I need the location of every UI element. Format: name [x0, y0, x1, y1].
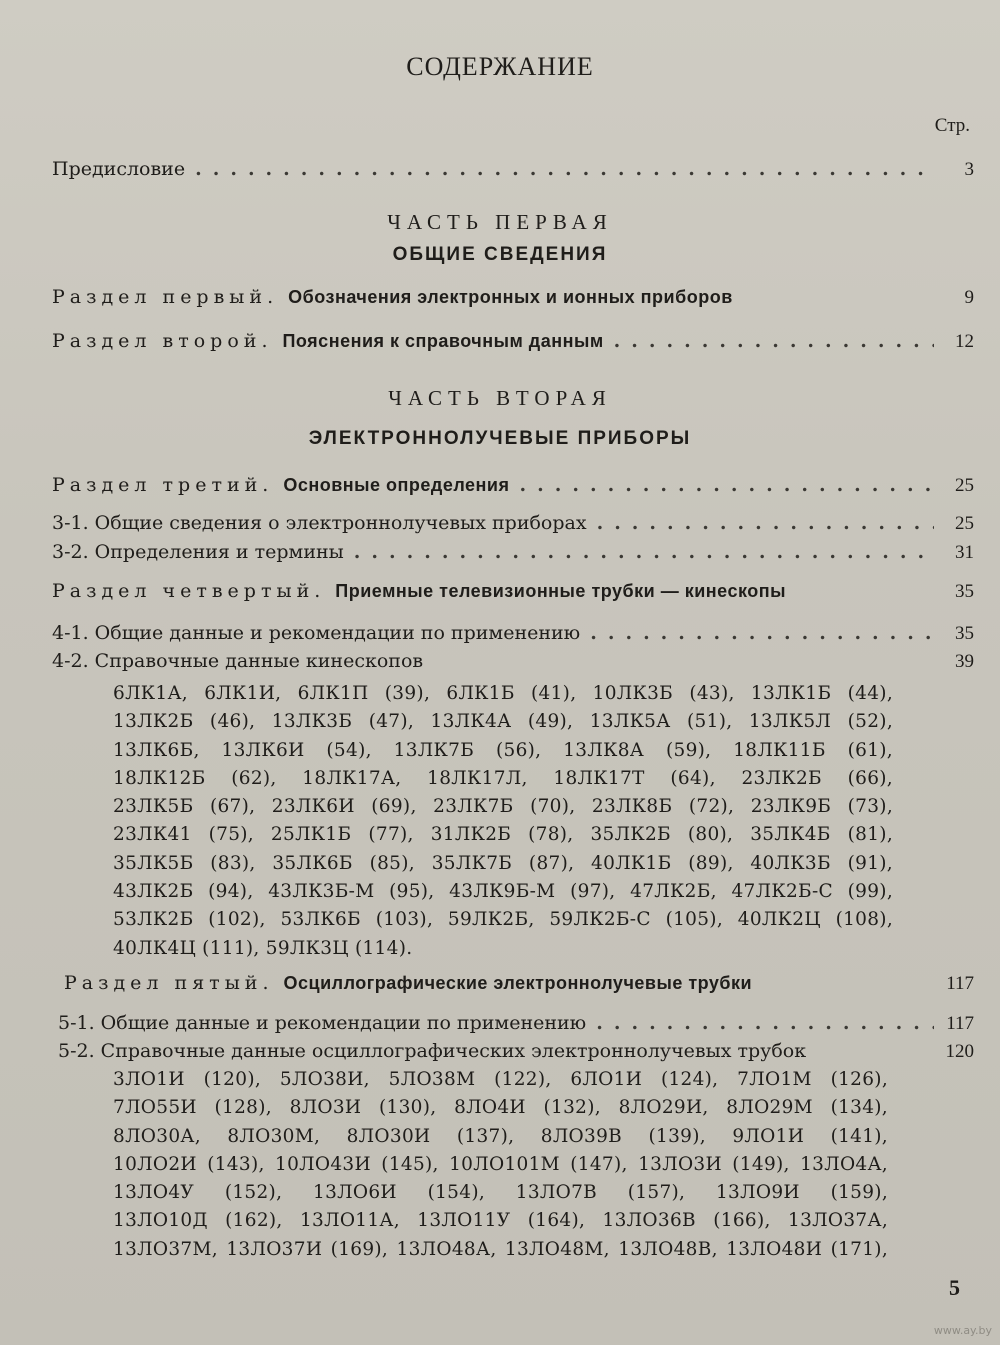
entry-page: 12	[955, 331, 974, 352]
entry-page: 25	[955, 513, 974, 534]
toc-entry-preface	[52, 158, 974, 181]
entry-page: 31	[955, 542, 974, 563]
list-line: 53ЛК2Б (102), 53ЛК6Б (103), 59ЛК2Б, 59ЛК2Б-С (105), 40ЛК2Ц (108),	[113, 909, 893, 931]
leader-dots	[520, 474, 935, 496]
list-line: 13ЛК2Б (46), 13ЛК3Б (47), 13ЛК4А (49), 13ЛК5А (51), 13ЛК5Л (52),	[113, 711, 893, 733]
part-heading: ЧАСТЬ ПЕРВАЯ	[387, 210, 613, 234]
page-column-label: Стр.	[934, 115, 970, 136]
section-label: Раздел четвертый.	[52, 580, 326, 602]
section-title: Основные определения	[283, 475, 510, 495]
toc-section-1	[52, 286, 974, 309]
entry-page: 35	[955, 581, 974, 602]
entry-title: 3-1. Общие сведения о электроннолучевых приборах	[52, 512, 587, 534]
list-line: 13ЛО4У (152), 13ЛО6И (154), 13ЛО7В (157), 13ЛО9И (159),	[113, 1182, 888, 1204]
toc-section-5	[52, 972, 974, 995]
list-line: 7ЛО55И (128), 8ЛО3И (130), 8ЛО4И (132), 8ЛО29И, 8ЛО29М (134),	[113, 1097, 888, 1119]
toc-item-5-1	[58, 1012, 974, 1035]
entry-title: 4-2. Справочные данные кинескопов	[52, 650, 424, 672]
page-number: 5	[949, 1275, 960, 1300]
section-title: Приемные телевизионные трубки — кинескопы	[335, 581, 786, 601]
toc-section-2	[52, 330, 974, 353]
list-line: 6ЛК1А, 6ЛК1И, 6ЛК1П (39), 6ЛК1Б (41), 10ЛК3Б (43), 13ЛК1Б (44),	[113, 683, 893, 704]
page-title: СОДЕРЖАНИЕ	[406, 52, 594, 81]
list-line: 23ЛК41 (75), 25ЛК1Б (77), 31ЛК2Б (78), 35ЛК2Б (80), 35ЛК4Б (81),	[113, 824, 893, 846]
toc-item-3-1	[52, 512, 974, 535]
section-title: Осциллографические электроннолучевые трубки	[283, 973, 753, 993]
leader-dots	[354, 541, 934, 563]
list-line: 8ЛО30А, 8ЛО30М, 8ЛО30И (137), 8ЛО39В (139), 9ЛО1И (141),	[113, 1125, 888, 1147]
toc-section-3	[52, 474, 974, 497]
list-line: 13ЛО10Д (162), 13ЛО11А, 13ЛО11У (164), 13ЛО36В (166), 13ЛО37А,	[113, 1210, 888, 1232]
list-line: 43ЛК2Б (94), 43ЛК3Б-М (95), 43ЛК9Б-М (97), 47ЛК2Б, 47ЛК2Б-С (99),	[113, 881, 893, 903]
entry-page: 117	[946, 973, 974, 994]
entry-page: 117	[946, 1013, 974, 1034]
entry-page: 35	[955, 623, 974, 644]
leader-dots	[596, 1012, 934, 1034]
entry-title: Предисловие	[52, 158, 186, 180]
part-subheading: ЭЛЕКТРОННОЛУЧЕВЫЕ ПРИБОРЫ	[308, 428, 692, 449]
entry-page: 9	[964, 287, 974, 308]
toc-item-3-2	[52, 541, 974, 564]
list-line: 13ЛК6Б, 13ЛК6И (54), 13ЛК7Б (56), 13ЛК8А (59), 18ЛК11Б (61),	[113, 739, 893, 761]
watermark: www.ay.by	[933, 1324, 992, 1337]
leader-dots	[597, 512, 934, 534]
entry-page: 39	[955, 651, 974, 672]
section-title: Обозначения электронных и ионных приборов	[288, 287, 733, 307]
leader-dots	[614, 330, 934, 352]
list-line: 23ЛК5Б (67), 23ЛК6И (69), 23ЛК7Б (70), 23ЛК8Б (72), 23ЛК9Б (73),	[113, 796, 893, 818]
section-label: Раздел второй.	[52, 330, 273, 352]
section-label: Раздел пятый.	[64, 972, 274, 994]
section-title: Пояснения к справочным данным	[282, 331, 604, 351]
kinescope-list	[113, 680, 893, 963]
section-label: Раздел третий.	[52, 474, 274, 496]
toc-item-5-2	[58, 1040, 974, 1063]
toc-item-4-1	[52, 622, 974, 645]
leader-dots	[195, 158, 934, 180]
entry-page: 25	[955, 475, 974, 496]
toc-section-4	[52, 580, 974, 603]
entry-title: 3-2. Определения и термины	[52, 541, 344, 563]
toc-item-4-2	[52, 650, 974, 673]
entry-title: 5-1. Общие данные и рекомендации по применению	[58, 1012, 587, 1034]
list-line: 10ЛО2И (143), 10ЛО43И (145), 10ЛО101М (147), 13ЛО3И (149), 13ЛО4А,	[113, 1153, 888, 1175]
part-heading: ЧАСТЬ ВТОРАЯ	[388, 386, 612, 410]
list-line: 13ЛО37М, 13ЛО37И (169), 13ЛО48А, 13ЛО48М, 13ЛО48В, 13ЛО48И (171),	[113, 1238, 888, 1260]
leader-dots	[590, 622, 934, 644]
entry-title: 5-2. Справочные данные осциллографических электроннолучевых трубок	[58, 1040, 807, 1062]
entry-title: 4-1. Общие данные и рекомендации по применению	[52, 622, 581, 644]
entry-page: 120	[945, 1041, 974, 1062]
oscillograph-tube-list	[113, 1066, 888, 1264]
section-label: Раздел первый.	[52, 286, 279, 308]
entry-page: 3	[964, 159, 974, 180]
list-line: 40ЛК4Ц (111), 59ЛК3Ц (114).	[113, 937, 413, 959]
list-line: 35ЛК5Б (83), 35ЛК6Б (85), 35ЛК7Б (87), 40ЛК1Б (89), 40ЛК3Б (91),	[113, 852, 893, 874]
list-line: 18ЛК12Б (62), 18ЛК17А, 18ЛК17Л, 18ЛК17Т (64), 23ЛК2Б (66),	[113, 767, 893, 789]
part-subheading: ОБЩИЕ СВЕДЕНИЯ	[392, 244, 608, 265]
list-line: 3ЛО1И (120), 5ЛО38И, 5ЛО38М (122), 6ЛО1И (124), 7ЛО1М (126),	[113, 1069, 888, 1090]
